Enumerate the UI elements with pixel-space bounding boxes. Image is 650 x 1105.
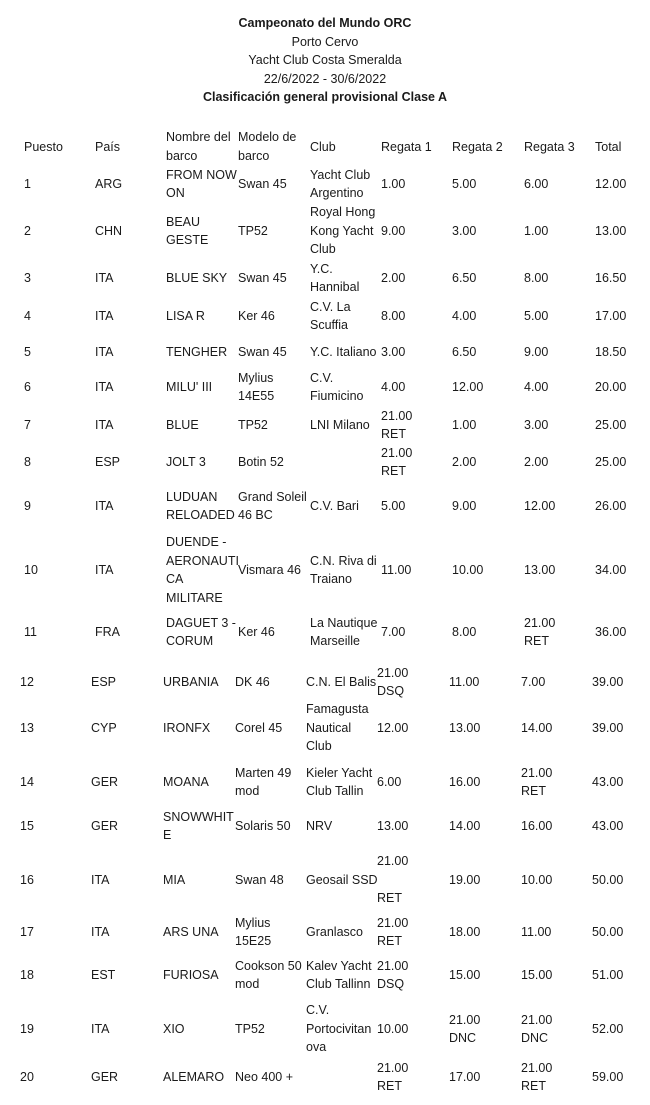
total-cell: 25.00 [595,417,627,432]
boat-model-cell: Marten 49 mod [235,765,292,798]
total-cell: 59.00 [592,1069,624,1084]
regata1-cell: 11.00 [381,562,412,577]
pais-cell: GER [91,818,119,833]
regata1-cell: 10.00 [377,1021,409,1036]
boat-name-cell: XIO [163,1021,185,1036]
total-cell: 13.00 [595,223,627,238]
pais-cell: ESP [91,674,117,689]
regata3-cell: 16.00 [521,818,553,833]
total-cell: 18.50 [595,344,627,359]
regata1-cell: 4.00 [381,379,406,394]
regata3-cell: 2.00 [524,454,549,469]
boat-name-cell: BLUE [166,417,199,432]
boat-name-cell: LISA R [166,308,205,323]
regata3-cell: 10.00 [521,872,553,887]
boat-name-cell: SNOWWHIT E [163,809,234,842]
regata3-cell: 13.00 [524,562,556,577]
puesto-cell: 14 [20,774,34,789]
regata2-cell: 5.00 [452,176,477,191]
puesto-cell: 13 [20,720,34,735]
standings-subtitle: Clasificación general provisional Clase A [202,90,448,104]
boat-model-cell: Ker 46 [238,308,275,323]
regata1-cell: 21.00 RET [381,445,413,478]
boat-model-cell: Grand Soleil 46 BC [238,489,307,522]
boat-model-cell: Mylius 14E55 [238,370,275,403]
regata3-cell: 3.00 [524,417,549,432]
regata1-cell: 21.00 RET [377,854,409,906]
col-header-total: Total [595,140,622,154]
total-cell: 43.00 [592,774,624,789]
regata1-cell: 12.00 [377,720,409,735]
pais-cell: CHN [95,223,123,238]
boat-name-cell: FURIOSA [163,967,219,982]
regata1-cell: 5.00 [381,498,406,513]
total-cell: 52.00 [592,1021,624,1036]
puesto-cell: 15 [20,818,34,833]
regata3-cell: 21.00 RET [524,615,556,648]
regata2-cell: 9.00 [452,498,477,513]
pais-cell: ITA [91,872,110,887]
total-cell: 25.00 [595,454,627,469]
pais-cell: ITA [95,270,114,285]
boat-name-cell: FROM NOW ON [166,167,237,200]
col-header-puesto: Puesto [24,140,63,154]
regata2-cell: 2.00 [452,454,477,469]
total-cell: 34.00 [595,562,627,577]
regata1-cell: 21.00 RET [381,408,413,441]
regata3-cell: 7.00 [521,674,546,689]
club-cell: Kalev Yacht Club Tallinn [306,958,372,991]
boat-name-cell: BEAU GESTE [166,214,209,247]
boat-name-cell: MILU' III [166,379,213,394]
boat-name-cell: IRONFX [163,720,211,735]
boat-model-cell: Ker 46 [238,624,275,639]
regata2-cell: 10.00 [452,562,484,577]
puesto-cell: 2 [24,223,31,238]
regata1-cell: 21.00 RET [377,1060,409,1093]
event-title: Campeonato del Mundo ORC [238,16,412,30]
pais-cell: ITA [91,924,110,939]
puesto-cell: 19 [20,1021,34,1036]
regata2-cell: 6.50 [452,344,477,359]
col-header-regata2: Regata 2 [452,140,503,154]
regata2-cell: 12.00 [452,379,484,394]
pais-cell: ITA [95,308,114,323]
boat-model-cell: Mylius 15E25 [235,915,272,948]
regata2-cell: 15.00 [449,967,481,982]
pais-cell: FRA [95,624,120,639]
puesto-cell: 4 [24,308,31,323]
regata1-cell: 7.00 [381,624,406,639]
col-header-regata1: Regata 1 [381,140,432,154]
regata2-cell: 4.00 [452,308,477,323]
boat-name-cell: ALEMARO [163,1069,225,1084]
puesto-cell: 3 [24,270,31,285]
club-cell: La Nautique Marseille [310,615,378,648]
boat-model-cell: TP52 [235,1021,265,1036]
regata3-cell: 9.00 [524,344,549,359]
boat-model-cell: DK 46 [235,674,270,689]
regata3-cell: 12.00 [524,498,556,513]
col-header-modelo: Modelo de barco [238,130,297,163]
regata2-cell: 13.00 [449,720,481,735]
total-cell: 39.00 [592,674,624,689]
regata1-cell: 8.00 [381,308,406,323]
boat-name-cell: DUENDE - AERONAUTI CA MILITARE [166,535,239,605]
boat-name-cell: MOANA [163,774,209,789]
boat-name-cell: TENGHER [166,344,228,359]
regata3-cell: 8.00 [524,270,549,285]
boat-name-cell: LUDUAN RELOADED [166,489,235,522]
puesto-cell: 9 [24,498,31,513]
boat-name-cell: ARS UNA [163,924,219,939]
club-cell: Famagusta Nautical Club [306,702,369,754]
regata1-cell: 21.00 DSQ [377,665,409,698]
regata2-cell: 1.00 [452,417,477,432]
boat-model-cell: Cookson 50 mod [235,958,302,991]
club-cell: Y.C. Italiano [310,344,377,359]
regata1-cell: 21.00 RET [377,915,409,948]
regata3-cell: 4.00 [524,379,549,394]
regata2-cell: 16.00 [449,774,481,789]
regata1-cell: 21.00 DSQ [377,958,409,991]
boat-name-cell: URBANIA [163,674,219,689]
puesto-cell: 6 [24,379,31,394]
regata3-cell: 14.00 [521,720,553,735]
club-cell: C.V. La Scuffia [310,299,351,332]
puesto-cell: 12 [20,674,34,689]
boat-name-cell: JOLT 3 [166,454,206,469]
regata3-cell: 11.00 [521,924,552,939]
pais-cell: ARG [95,176,123,191]
regata2-cell: 18.00 [449,924,481,939]
puesto-cell: 1 [24,176,31,191]
boat-model-cell: TP52 [238,223,268,238]
event-dates: 22/6/2022 - 30/6/2022 [263,71,387,86]
col-header-club: Club [310,140,336,154]
pais-cell: EST [91,967,116,982]
club-cell: C.V. Portocivitan ova [306,1003,372,1055]
club-cell: C.V. Bari [310,498,359,513]
regata1-cell: 9.00 [381,223,406,238]
pais-cell: ITA [95,417,114,432]
total-cell: 17.00 [595,308,627,323]
boat-model-cell: Corel 45 [235,720,283,735]
col-header-pais: País [95,140,121,154]
total-cell: 26.00 [595,498,627,513]
regata3-cell: 21.00 DNC [521,1012,553,1045]
puesto-cell: 20 [20,1069,34,1084]
regata2-cell: 8.00 [452,624,477,639]
total-cell: 36.00 [595,624,627,639]
pais-cell: ESP [95,454,121,469]
boat-model-cell: TP52 [238,417,268,432]
puesto-cell: 11 [24,624,37,639]
total-cell: 50.00 [592,872,624,887]
event-club: Yacht Club Costa Smeralda [248,53,402,67]
total-cell: 50.00 [592,924,624,939]
regata1-cell: 6.00 [377,774,402,789]
club-cell: Yacht Club Argentino [310,167,371,200]
event-location: Porto Cervo [291,34,359,49]
boat-model-cell: Swan 45 [238,176,287,191]
total-cell: 43.00 [592,818,624,833]
club-cell: LNI Milano [310,417,370,432]
boat-model-cell: Neo 400 + [235,1069,294,1084]
total-cell: 39.00 [592,720,624,735]
regata3-cell: 21.00 RET [521,765,553,798]
total-cell: 12.00 [595,176,627,191]
regata1-cell: 1.00 [381,176,406,191]
boat-model-cell: Vismara 46 [238,562,301,577]
regata2-cell: 6.50 [452,270,477,285]
club-cell: NRV [306,818,333,833]
pais-cell: CYP [91,720,117,735]
puesto-cell: 7 [24,417,31,432]
regata2-cell: 21.00 DNC [449,1012,481,1045]
pais-cell: ITA [95,344,114,359]
regata3-cell: 5.00 [524,308,549,323]
regata3-cell: 15.00 [521,967,553,982]
document-header [0,14,650,107]
pais-cell: ITA [95,379,114,394]
regata2-cell: 17.00 [449,1069,481,1084]
regata1-cell: 13.00 [377,818,409,833]
boat-model-cell: Swan 45 [238,270,287,285]
regata2-cell: 11.00 [449,674,480,689]
total-cell: 51.00 [592,967,624,982]
regata1-cell: 2.00 [381,270,406,285]
boat-name-cell: BLUE SKY [166,270,228,285]
boat-model-cell: Botin 52 [238,454,284,469]
club-cell: C.N. El Balis [306,674,377,689]
pais-cell: ITA [95,498,114,513]
pais-cell: ITA [95,562,114,577]
col-header-nombre: Nombre del barco [166,130,231,163]
regata2-cell: 3.00 [452,223,477,238]
pais-cell: GER [91,1069,119,1084]
regata2-cell: 14.00 [449,818,481,833]
club-cell: C.N. Riva di Traiano [310,553,377,586]
club-cell: Royal Hong Kong Yacht Club [310,205,376,257]
boat-model-cell: Swan 48 [235,872,284,887]
puesto-cell: 5 [24,344,31,359]
total-cell: 16.50 [595,270,627,285]
puesto-cell: 17 [20,924,34,939]
club-cell: Geosail SSD [306,872,378,887]
regata3-cell: 1.00 [524,223,549,238]
total-cell: 20.00 [595,379,627,394]
pais-cell: ITA [91,1021,110,1036]
puesto-cell: 18 [20,967,34,982]
club-cell: C.V. Fiumicino [310,370,364,403]
regata3-cell: 6.00 [524,176,549,191]
puesto-cell: 8 [24,454,31,469]
club-cell: Granlasco [306,924,363,939]
table-header [0,128,650,166]
club-cell: Kieler Yacht Club Tallin [306,765,373,798]
pais-cell: GER [91,774,119,789]
puesto-cell: 10 [24,562,38,577]
col-header-regata3: Regata 3 [524,140,575,154]
regata1-cell: 3.00 [381,344,406,359]
regata2-cell: 19.00 [449,872,481,887]
regata3-cell: 21.00 RET [521,1060,553,1093]
puesto-cell: 16 [20,872,34,887]
club-cell: Y.C. Hannibal [310,261,360,294]
boat-name-cell: DAGUET 3 - CORUM [166,615,236,648]
boat-model-cell: Solaris 50 [235,818,291,833]
boat-name-cell: MIA [163,872,186,887]
boat-model-cell: Swan 45 [238,344,287,359]
